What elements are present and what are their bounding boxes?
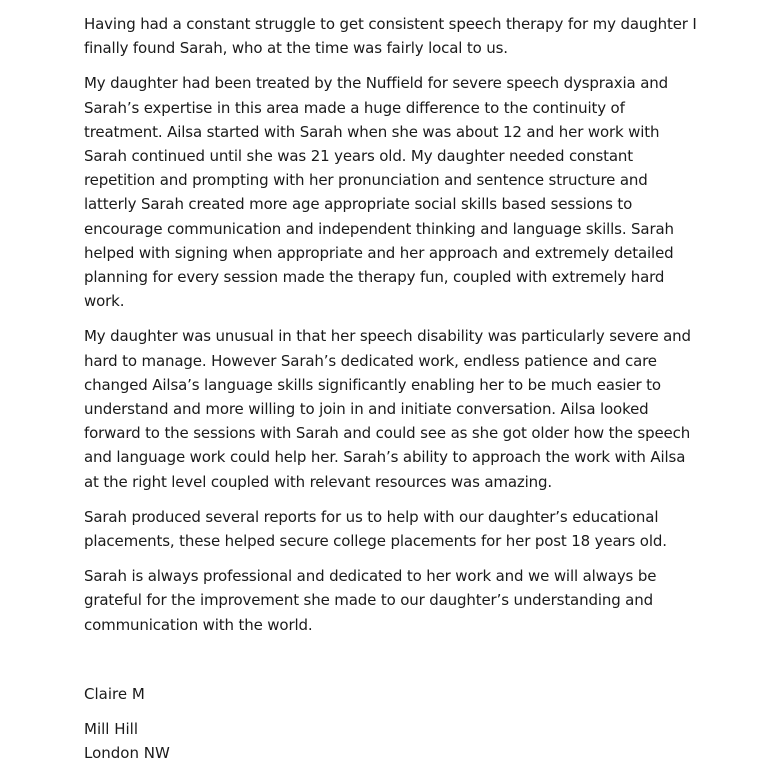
signatory-name: Claire M [84,685,145,703]
paragraph-1: Having had a constant struggle to get consistent speech therapy for my daughter I finally found Sarah, who at the time was fairly local to us. [84,15,697,58]
paragraph-5: Sarah is always professional and dedicated to her work and we will always be grateful for the improvement she made to our daughter’s understanding and communication with the world. [84,567,657,634]
address-line-1: Mill Hill [84,720,138,739]
signatory-address [84,717,170,765]
paragraph-2: My daughter had been treated by the Nuffield for severe speech dyspraxia and Sarah’s expertise in this area made a huge difference to the continuity of treatment. Ailsa started with Sarah when she was about 12 and her work with Sarah continued until she was 21 years old. My daughter needed constant repetition and prompting with her pronunciation and sentence structure and latterly Sarah created more age appropriate social skills based sessions to encourage communication and independent thinking and language skills. Sarah helped with signing when appropriate and her approach and extremely detailed planning for every session made the therapy fun, coupled with extremely hard work. [84,74,674,311]
signature-block [84,682,170,766]
paragraph-4: Sarah produced several reports for us to help with our daughter’s educational placements, these helped secure college placements for her post 18 years old. [84,507,667,551]
address-line-2: London NW [84,744,170,763]
letter-body [84,12,704,648]
paragraph-3: My daughter was unusual in that her speech disability was particularly severe and hard to manage. However Sarah’s dedicated work, endless patience and care changed Ailsa’s language skills significantly enabling her to be much easier to understand and more willing to join in and initiate conversation. Ailsa looked forward to the sessions with Sarah and could see as she got older how the speech and language work could help her. Sarah’s ability to approach the work with Ailsa at the right level coupled with relevant resources was amazing. [84,327,691,491]
